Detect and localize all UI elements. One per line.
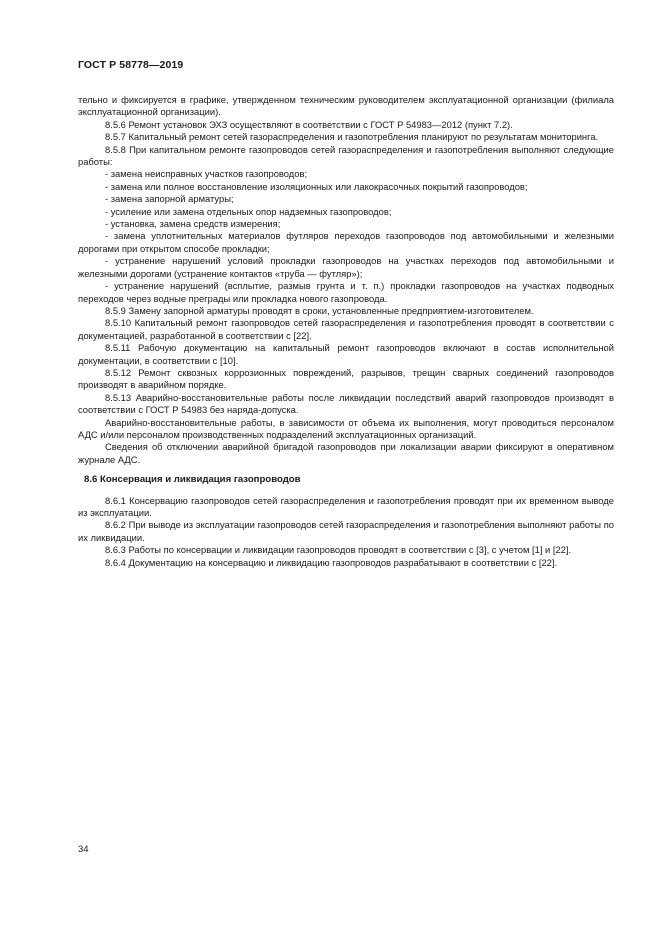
clause-8-5-7: 8.5.7 Капитальный ремонт сетей газораспределения и газопотребления планируют по результатам мониторинга. — [105, 131, 599, 143]
list-item: - замена или полное восстановление изоляционных или лакокрасочных покрытий газопроводов; — [105, 180, 528, 192]
clause-8-5-10: 8.5.10 Капитальный ремонт газопроводов сетей газораспределения и газопотребления проводят в соответствии с документацией, разработанной в соответствии с [22]. — [78, 317, 614, 341]
list-item: - замена запорной арматуры; — [105, 193, 234, 205]
page-number: 34 — [78, 844, 89, 855]
list-item: - установка, замена средств измерения; — [105, 218, 281, 230]
clause-8-5-11: 8.5.11 Рабочую документацию на капитальный ремонт газопроводов включают в состав исполнительной документации, в соответствии с [10]. — [78, 342, 614, 366]
clause-8-6-1: 8.6.1 Консервацию газопроводов сетей газораспределения и газопотребления проводят при их временном выводе из эксплуатации. — [78, 494, 614, 518]
list-item: - усиление или замена отдельных опор надземных газопроводов; — [105, 205, 392, 217]
list-item: - замена неисправных участков газопроводов; — [105, 168, 308, 180]
list-item: - устранение нарушений условий прокладки газопроводов на участках переходов под автомобильными и железными дорогами (устранение контактов «труба — футляр»); — [78, 255, 614, 279]
clause-8-5-8: 8.5.8 При капитальном ремонте газопроводов сетей газораспределения и газопотребления выполняют следующие работы: — [78, 143, 614, 168]
list-item: - устранение нарушений (всплытие, размыв грунта и т. п.) прокладки газопроводов на участках подводных переходов через водные преграды или прокладка нового газопровода. — [78, 280, 614, 304]
clause-8-5-13: 8.5.13 Аварийно-восстановительные работы после ликвидации последствий аварий газопроводов производят в соответствии с ГОСТ Р 54983 без наряда-допуска. — [78, 391, 614, 416]
page-content — [78, 94, 614, 569]
clause-8-5-9: 8.5.9 Замену запорной арматуры проводят в сроки, установленные предприятием-изготовителем. — [105, 304, 534, 316]
clause-8-5-6: 8.5.6 Ремонт установок ЭХЗ осуществляют в соответствии с ГОСТ Р 54983—2012 (пункт 7.2). — [105, 118, 513, 130]
clause-8-6-2: 8.6.2 При выводе из эксплуатации газопроводов сетей газораспределения и газопотребления выполняют работы по их ликвидации. — [78, 519, 614, 543]
list-item: - замена уплотнительных материалов футляров переходов газопроводов под автомобильными и железными дорогами при открытом способе прокладки; — [78, 230, 614, 254]
clause-8-6-4: 8.6.4 Документацию на консервацию и ликвидацию газопроводов разрабатывают в соответствии с [22]. — [105, 556, 558, 568]
clause-8-6-3: 8.6.3 Работы по консервации и ликвидации газопроводов проводят в соответствии с [3], с учетом [1] и [22]. — [105, 544, 572, 556]
document-header: ГОСТ Р 58778—2019 — [78, 59, 184, 71]
paragraph-emergency-works: Аварийно-восстановительные работы, в зависимости от объема их выполнения, могут проводиться персоналом АДС и/или персоналом производственных подразделений эксплуатационных организаций. — [78, 416, 614, 440]
clause-8-5-12: 8.5.12 Ремонт сквозных коррозионных повреждений, разрывов, трещин сварных соединений газопроводов производят в аварийном порядке. — [78, 366, 614, 391]
paragraph-continuation: тельно и фиксируется в графике, утвержденном техническим руководителем эксплуатационной организации (филиала эксплуатационной организации). — [78, 94, 614, 118]
section-heading-8-6: 8.6 Консервация и ликвидация газопроводов — [84, 474, 301, 486]
paragraph-shutdown-records: Сведения об отключении аварийной бригадой газопроводов при локализации аварии фиксируют в оперативном журнале АДС. — [78, 441, 614, 465]
